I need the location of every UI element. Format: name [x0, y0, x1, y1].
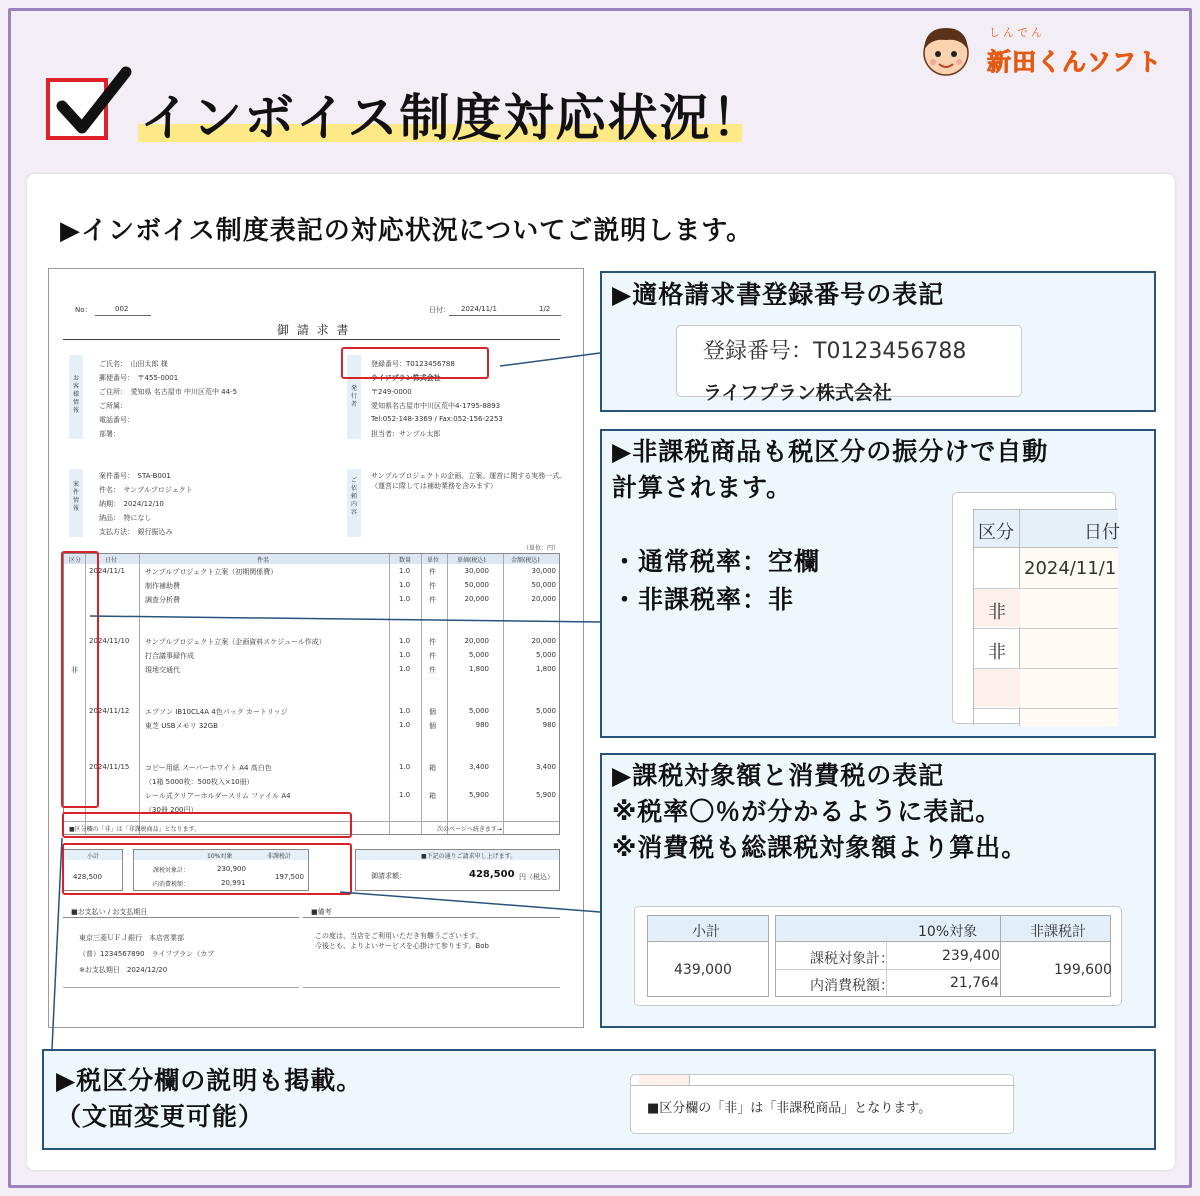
- callout-kubun-title: ▶税区分欄の説明も掲載。: [56, 1066, 363, 1095]
- invoice-cell-price: 1,800: [468, 665, 489, 673]
- invoice-cell-unit: 件: [429, 652, 436, 660]
- invoice-no: 002: [115, 305, 129, 313]
- callout-tax-title: ▶課税対象額と消費税の表記: [612, 761, 945, 790]
- project-payment: 支払方法： 銀行振込み: [99, 528, 173, 536]
- invoice-cell-amount: 1,800: [535, 665, 556, 673]
- callout-reg-title: ▶適格請求書登録番号の表記: [612, 280, 945, 309]
- invoice-row: [63, 565, 560, 578]
- invoice-row: [63, 761, 560, 774]
- snip-subtotal: 439,000: [674, 962, 732, 978]
- invoice-cell-item: 現地交通代: [145, 666, 180, 674]
- customer-zip: 郵便番号： 〒455-0001: [99, 374, 179, 382]
- invoice-row: [63, 719, 560, 732]
- remarks-title: ■備考: [311, 908, 332, 916]
- sum-taxable: 230,900: [217, 865, 246, 873]
- snip-kubun-2: 非: [988, 642, 1006, 663]
- customer-company: ご所属：: [99, 402, 127, 410]
- callout-nontax-bullet-2: ・非課税率：非: [612, 585, 795, 614]
- kubun-note: ■区分欄の「非」は「非課税商品」となります。: [69, 826, 201, 833]
- customer-dept: 部署：: [99, 430, 120, 438]
- remarks-line-1: この度は、当店をご利用いただき有難うございます。: [315, 932, 483, 940]
- col-price: 単価(税込): [457, 557, 486, 564]
- checkmark-icon: [48, 62, 132, 146]
- customer-name: ご氏名： 山田太郎 様: [99, 360, 168, 368]
- invoice-cell-price: 30,000: [464, 567, 489, 575]
- issuer-person: 担当者：サンプル太郎: [371, 430, 441, 438]
- invoice-date-label: 日付：: [429, 306, 450, 314]
- highlight-kubun-column: [61, 551, 99, 808]
- invoice-page: 1/2: [539, 305, 551, 313]
- invoice-cell-price: 3,400: [468, 763, 489, 771]
- note-text: サンプルプロジェクトの企画、立案、運営に関する実務一式。: [371, 472, 567, 480]
- col-unit: 単位: [427, 557, 440, 564]
- remarks-line-2: 今後とも、よりよいサービスを心掛けて参ります。Bob: [315, 942, 489, 950]
- invoice-cell-price: 5,000: [468, 651, 489, 659]
- intro-text: ▶インボイス制度表記の対応状況についてご説明します。: [60, 216, 754, 246]
- issuer-reg: 登録番号：T0123456788: [371, 360, 455, 368]
- invoice-cell-qty: 1.0: [399, 763, 411, 771]
- invoice-cell-item: 打合議事録作成: [145, 652, 194, 660]
- sum-notice: ■下記の通りご請求申し上げます。: [421, 853, 517, 860]
- sum-total-unit: 円（税込）: [519, 873, 554, 881]
- sum-taxable-label: 課税対象計：: [153, 867, 190, 874]
- snip-kubun-table: [952, 492, 1120, 724]
- invoice-cell-item: サンプルプロジェクト立案（企画資料スケジュール作成）: [145, 638, 326, 646]
- invoice-cell-amount: 50,000: [531, 581, 556, 589]
- bank-line-1: 東京三菱ＵＦＪ銀行 本店営業部: [79, 934, 184, 942]
- invoice-cell-date: 2024/11/15: [89, 763, 130, 771]
- invoice-cell-unit: 箱: [429, 792, 436, 800]
- snip-nontax: 199,600: [1054, 962, 1112, 978]
- invoice-cell-date: 2024/11/10: [89, 637, 130, 645]
- invoice-cell-price: 20,000: [464, 637, 489, 645]
- invoice-cell-unit: 件: [429, 666, 436, 674]
- sum-total: 428,500: [469, 869, 515, 880]
- invoice-cell-amount: 980: [542, 721, 556, 729]
- invoice-cell-unit: 個: [429, 708, 436, 716]
- snip-tax: 21,764: [950, 975, 999, 991]
- sum-colnon: 非課税計: [267, 853, 292, 860]
- invoice-cell-item: コピー用紙 スーパーホワイト A4 高白色: [145, 764, 272, 772]
- brand-logo: [917, 22, 1177, 82]
- col-qty: 数量: [399, 557, 412, 564]
- invoice-row: [63, 635, 560, 648]
- highlight-reg-number: [341, 347, 489, 379]
- issuer-zip: 〒249-0000: [371, 388, 412, 396]
- invoice-cell-qty: 1.0: [399, 567, 411, 575]
- bank-title: ■お支払い / お支払期日: [71, 908, 148, 916]
- snip-date-value: 2024/11/1: [1024, 558, 1117, 579]
- invoice-row: [63, 705, 560, 718]
- callout-tax-line-3: ※消費税も総課税対象額より算出。: [612, 833, 1028, 862]
- invoice-cell-amount: 5,900: [535, 791, 556, 799]
- col-date: 日付: [105, 557, 118, 564]
- invoice-cell-qty: 1.0: [399, 651, 411, 659]
- boy-face-icon: [917, 22, 975, 80]
- invoice-cell-date: 2024/11/1: [89, 567, 125, 575]
- unit-note: （単位：円）: [523, 545, 560, 552]
- invoice-cell-unit: 件: [429, 638, 436, 646]
- project-name: 件名： サンプルプロジェクト: [99, 486, 193, 494]
- project-no: 案件番号： STA-B001: [99, 472, 171, 480]
- sum-col10: 10%対象: [207, 853, 233, 860]
- invoice-cell-item: 調査分析費: [145, 596, 180, 604]
- snip-reg-text: 登録番号：T0123456788: [703, 339, 967, 364]
- snip-kubun-text: ■区分欄の「非」は「非課税商品」となります。: [647, 1101, 932, 1116]
- invoice-cell-qty: 1.0: [399, 665, 411, 673]
- callout-nontax-bullet-1: ・通常税率：空欄: [612, 547, 821, 576]
- invoice-no-label: No：: [75, 306, 92, 314]
- snip-tax-summary: [634, 906, 1122, 1006]
- col-kubun: 区分: [69, 557, 82, 564]
- invoice-row: [63, 775, 560, 788]
- bank-line-3: ※お支払期日 2024/12/20: [79, 966, 168, 974]
- logo-text: 新田くんソフト: [987, 48, 1162, 76]
- invoice-cell-price: 5,900: [468, 791, 489, 799]
- callout-nontax-title-1: ▶非課税商品も税区分の振分けで自動: [612, 437, 1049, 466]
- invoice-cell-qty: 1.0: [399, 581, 411, 589]
- snip-col-kubun: 区分: [978, 522, 1014, 543]
- invoice-cell-item: 制作補助費: [145, 582, 180, 590]
- invoice-cell-item: エプソン IB10CL4A 4色パック カートリッジ: [145, 708, 288, 716]
- snip-subtotal-label: 小計: [692, 924, 720, 940]
- project-side-label: 案件情報: [73, 481, 80, 512]
- invoice-cell-qty: 1.0: [399, 791, 411, 799]
- customer-address: ご住所： 愛知県 名古屋市 中川区荒中 44-5: [99, 388, 238, 396]
- snip-col-date: 日付: [1084, 522, 1120, 543]
- snip-kubun-note: [630, 1074, 1014, 1134]
- sum-total-label: 御請求額：: [371, 872, 406, 880]
- invoice-cell-qty: 1.0: [399, 595, 411, 603]
- sum-tax: 20,991: [221, 879, 246, 887]
- bank-line-2: （普）1234567890 ライフプラン（カブ: [79, 950, 215, 958]
- invoice-cell-amount: 5,000: [535, 651, 556, 659]
- snip-company-text: ライフプラン株式会社: [703, 382, 892, 404]
- customer-side-label: お客様情報: [73, 375, 80, 414]
- snip-colnon: 非課税計: [1030, 924, 1086, 940]
- project-due: 納期： 2024/12/10: [99, 500, 164, 508]
- issuer-name: ライフプラン株式会社: [371, 374, 441, 382]
- customer-tel: 電話番号：: [99, 416, 134, 424]
- snip-kubun-1: 非: [988, 602, 1006, 623]
- invoice-document: [48, 268, 584, 1028]
- issuer-side-label: 発行者: [351, 385, 358, 408]
- snip-taxable-label: 課税対象計：: [810, 951, 894, 967]
- invoice-cell-price: 50,000: [464, 581, 489, 589]
- issuer-address: 愛知県名古屋市中川区荒中4-1795-8893: [371, 402, 501, 410]
- col-amount: 金額(税込): [511, 557, 540, 564]
- invoice-cell-item: サンプルプロジェクト立案（初期関係費）: [145, 568, 278, 576]
- invoice-cell-unit: 件: [429, 596, 436, 604]
- snip-col10: 10%対象: [918, 924, 978, 940]
- issuer-tel: Tel:052-148-3369 / Fax:052-156-2253: [371, 415, 503, 423]
- sum-nontax: 197,500: [275, 873, 304, 881]
- invoice-row: [63, 579, 560, 592]
- invoice-cell-amount: 3,400: [535, 763, 556, 771]
- invoice-row: [63, 663, 560, 676]
- next-page-note: 次のページへ続きます→: [437, 826, 502, 833]
- highlight-tax-summary: [62, 843, 352, 895]
- invoice-row: [63, 593, 560, 606]
- callout-nontax-title-2: 計算されます。: [612, 473, 793, 502]
- note-side-label: ご依頼内容: [351, 477, 358, 516]
- invoice-date: 2024/11/1: [461, 305, 497, 313]
- snip-tax-label: 内消費税額：: [810, 978, 894, 994]
- invoice-row: [63, 649, 560, 662]
- callout-tax-line-2: ※税率〇％が分かるように表記。: [612, 797, 1002, 826]
- sum-subtotal: 428,500: [73, 873, 102, 881]
- project-place: 納品： 特になし: [99, 514, 152, 522]
- invoice-cell-amount: 20,000: [531, 595, 556, 603]
- page-title: インボイス制度対応状況！: [140, 89, 764, 147]
- invoice-cell-amount: 30,000: [531, 567, 556, 575]
- invoice-cell-item: （1箱 5000枚：500枚入×10冊）: [145, 778, 254, 786]
- invoice-cell-amount: 20,000: [531, 637, 556, 645]
- highlight-kubun-note: [62, 812, 352, 838]
- invoice-cell-kubun: 非: [71, 666, 78, 674]
- invoice-cell-date: 2024/11/12: [89, 707, 130, 715]
- sum-subtotal-label: 小計: [87, 853, 100, 860]
- sum-tax-label: 内消費税額：: [153, 881, 190, 888]
- invoice-title: 御 請 求 書: [277, 323, 351, 337]
- invoice-cell-price: 20,000: [464, 595, 489, 603]
- col-item: 件名: [257, 557, 270, 564]
- note-text-2: （運営に際しては補助業務を含みます）: [371, 482, 497, 490]
- invoice-cell-qty: 1.0: [399, 637, 411, 645]
- invoice-cell-price: 980: [475, 721, 489, 729]
- invoice-cell-price: 5,000: [468, 707, 489, 715]
- logo-ruby: しんでん: [989, 26, 1045, 39]
- invoice-cell-item: （30冊 200円）: [145, 806, 198, 814]
- callout-kubun-line-2: （文面変更可能）: [56, 1102, 265, 1131]
- invoice-cell-unit: 箱: [429, 764, 436, 772]
- invoice-cell-unit: 件: [429, 568, 436, 576]
- snip-taxable: 239,400: [942, 948, 1000, 964]
- invoice-cell-amount: 5,000: [535, 707, 556, 715]
- invoice-row: [63, 789, 560, 802]
- snip-reg-number: [676, 325, 1022, 404]
- invoice-cell-item: レール式クリアーホルダースリム ファイル A4: [145, 792, 291, 800]
- invoice-cell-qty: 1.0: [399, 721, 411, 729]
- invoice-cell-qty: 1.0: [399, 707, 411, 715]
- invoice-cell-item: 東芝 USBメモリ 32GB: [145, 722, 218, 730]
- invoice-cell-unit: 件: [429, 582, 436, 590]
- invoice-cell-unit: 個: [429, 722, 436, 730]
